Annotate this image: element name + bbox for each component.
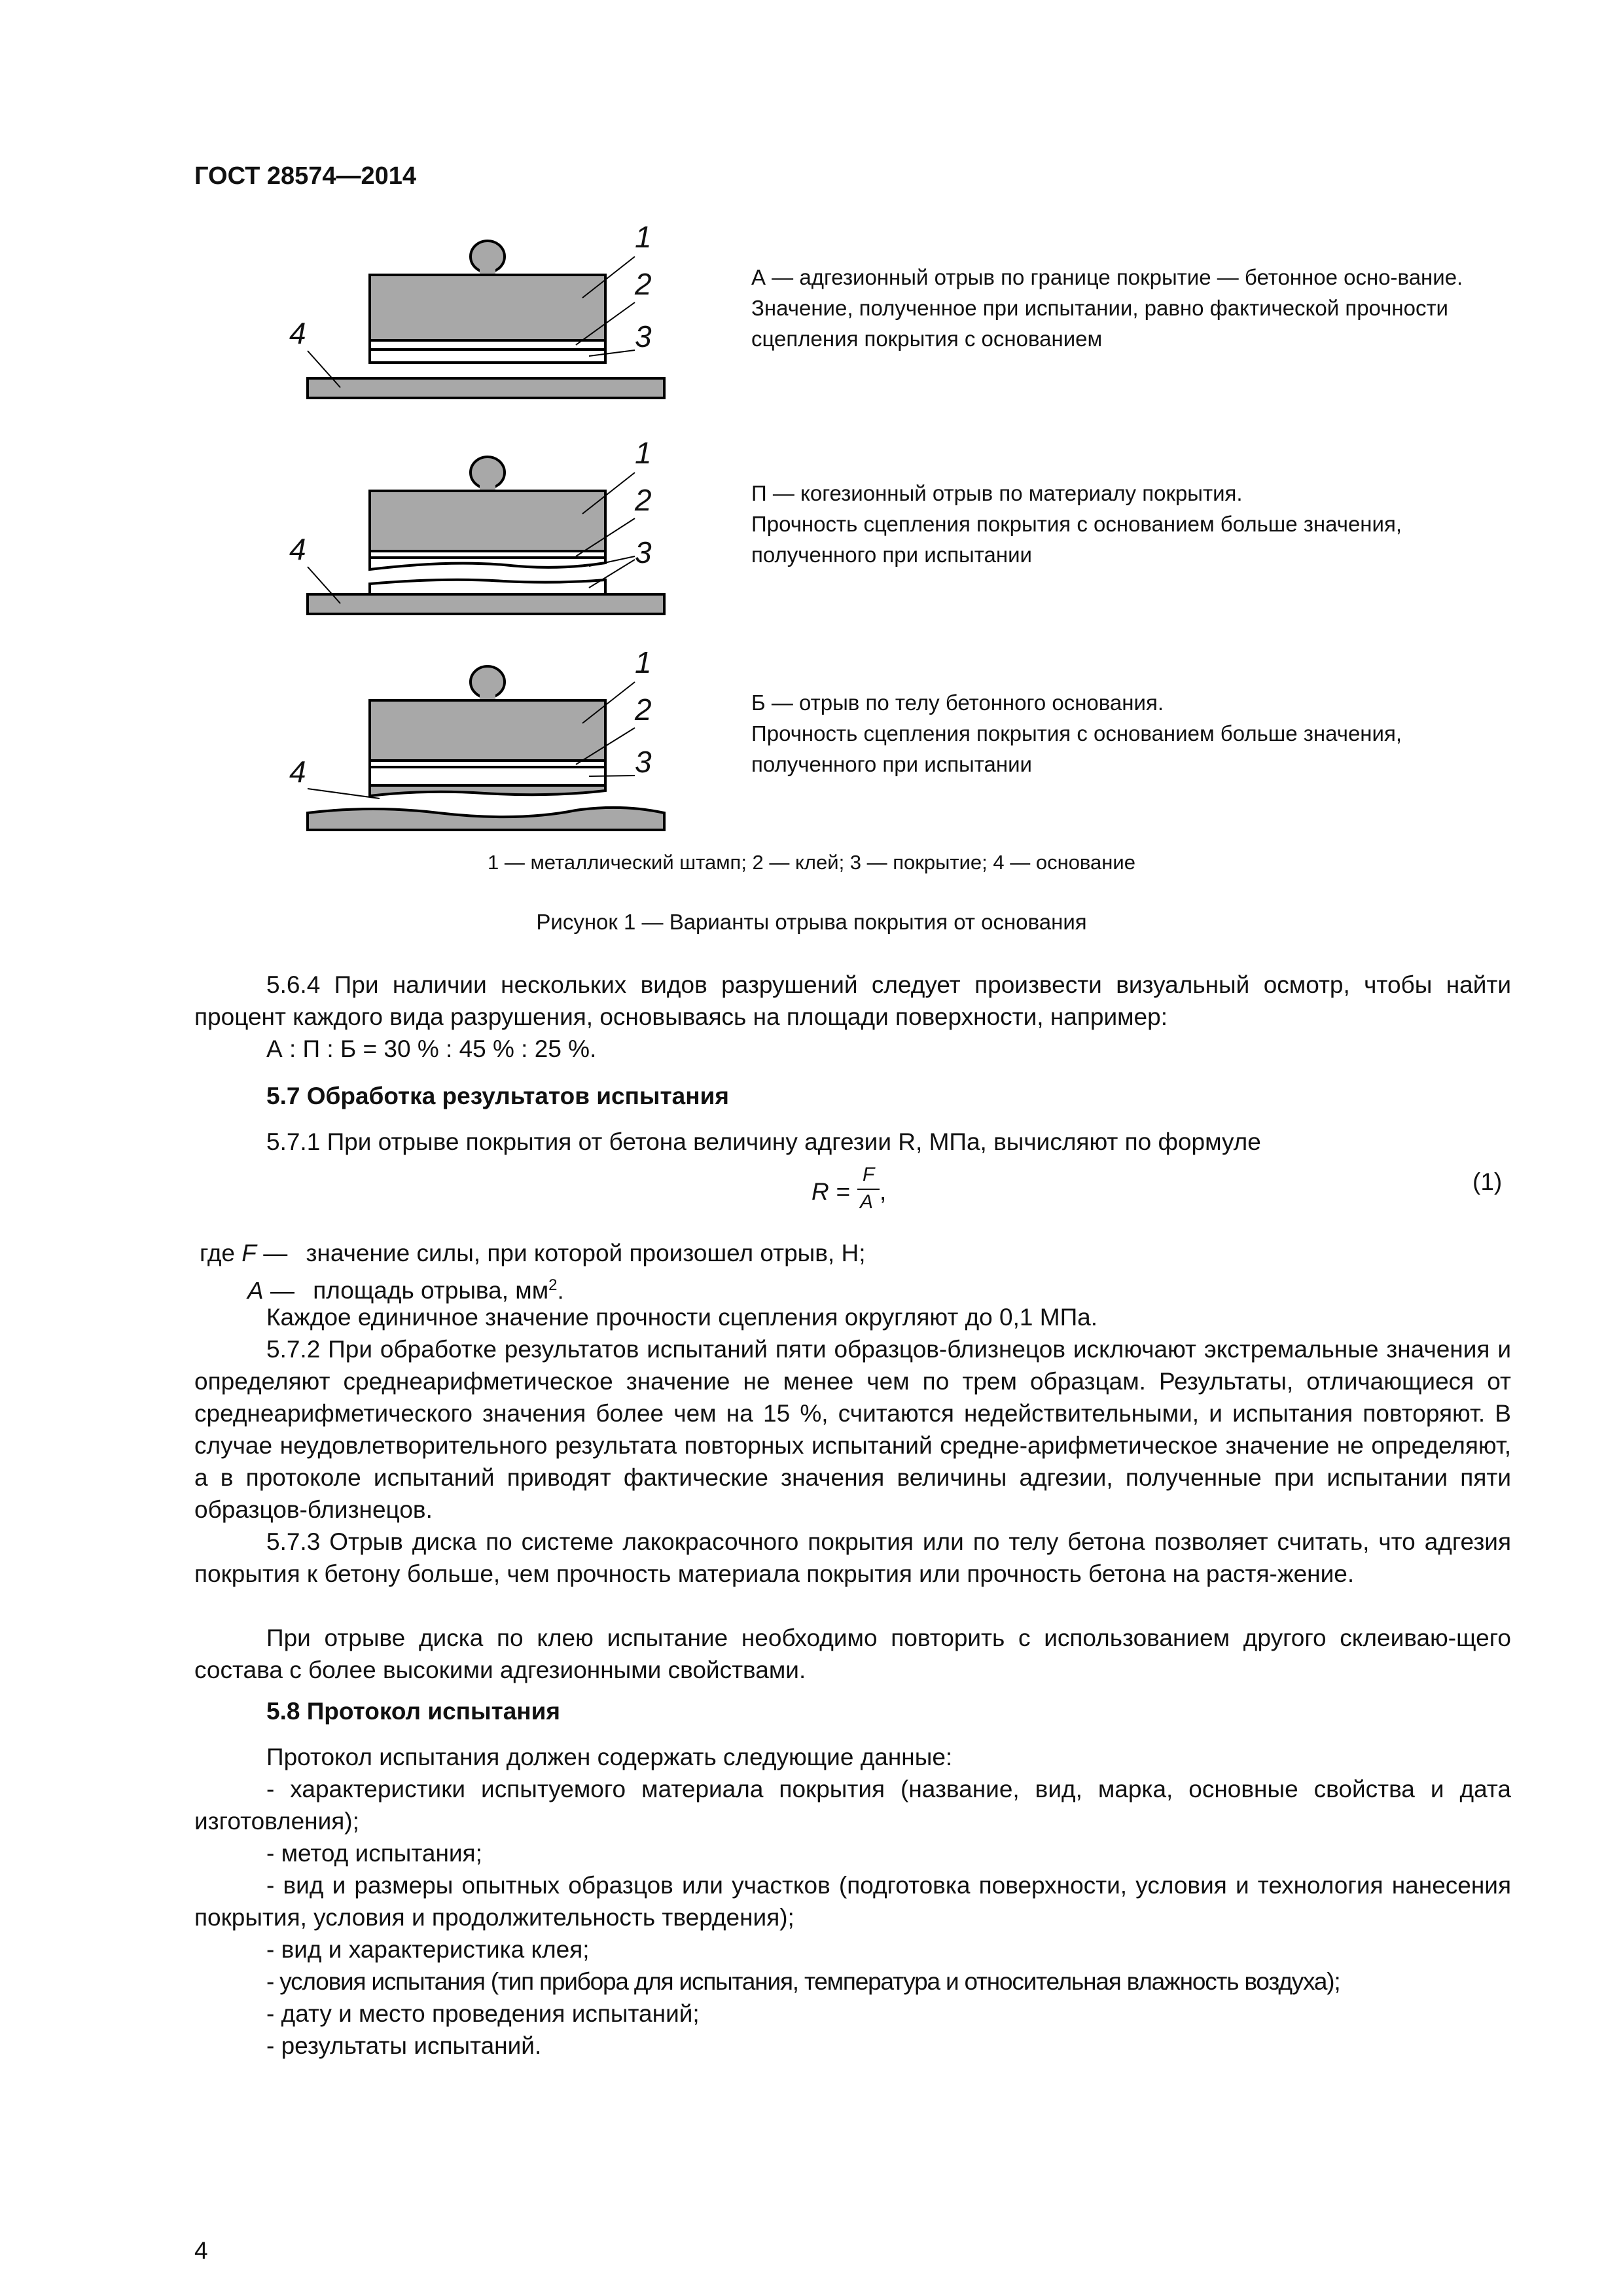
protocol-list [194,1773,1511,2062]
list-item: - дату и место проведения испытаний; [266,2000,700,2027]
metal-stamp [370,275,605,340]
variant-p-diagram [289,436,664,614]
variant-b-diagram [289,645,664,830]
callout-3: 3 [635,319,652,353]
variant-a-diagram [289,220,664,398]
page-number: 4 [194,2237,208,2264]
paragraph-5-8: Протокол испытания должен содержать следующие данные: [266,1744,953,1770]
figure-caption: Рисунок 1 — Варианты отрыва покрытия от основания [536,910,1087,934]
heading-5-8: 5.8 Протокол испытания [266,1698,560,1725]
svg-text:2: 2 [635,692,652,726]
where-a: A — площадь отрыва, $мм^2$. [247,1276,564,1304]
callout-1: 1 [635,220,652,254]
svg-text:3: 3 [635,745,652,779]
svg-text:4: 4 [289,532,306,566]
paragraph-5-7-1: 5.7.1 При отрыве покрытия от бетона величину адгезии R, МПа, вычисляют по формуле [266,1128,1261,1155]
variant-a-description: А — адгезионный отрыв по границе покрытие — бетонное осно-вание. Значение, полученное при испытании, равно фактической прочности сцепления покрытия с основанием [751,265,1463,351]
list-item: - результаты испытаний. [266,2032,542,2059]
variant-p-description: П — когезионный отрыв по материалу покрытия. Прочность сцепления покрытия с основанием больше значения, полученного при испытании [751,481,1402,567]
glue-layer [370,340,605,350]
paragraph-5-7-3: 5.7.3 Отрыв диска по системе лакокрасочного покрытия или по телу бетона позволяет считать, что адгезия покрытия к бетону больше, чем прочность материала покрытия или прочность бетона на растя-жение. [194,1528,1511,1587]
coating-layer [370,350,605,363]
list-item: - метод испытания; [266,1840,482,1867]
list-item: - условия испытания (тип прибора для испытания, температура и относительная влажность воздуха); [266,1968,1340,1995]
svg-text:1: 1 [635,645,652,679]
heading-5-7: 5.7 Обработка результатов испытания [266,1083,729,1109]
list-item: - вид и размеры опытных образцов или участков (подготовка поверхности, условия и технология нанесения покрытия, условия и продолжительность твердения); [194,1872,1511,1931]
formula-number: (1) [1472,1168,1503,1195]
ratio-line: А : П : Б = 30 % : 45 % : 25 %. [266,1035,597,1062]
svg-text:4: 4 [289,755,306,789]
list-item: - характеристики испытуемого материала покрытия (название, вид, марка, основные свойства и дата изготовления); [194,1776,1511,1835]
figure-legend: 1 — металлический штамп; 2 — клей; 3 — покрытие; 4 — основание [488,851,1135,874]
variant-b-description: Б — отрыв по телу бетонного основания. Прочность сцепления покрытия с основанием больше значения, полученного при испытании [751,691,1402,776]
svg-text:3: 3 [635,535,652,569]
paragraph-rounding: Каждое единичное значение прочности сцепления округляют до 0,1 МПа. [266,1304,1098,1331]
paragraph-5-6-4: 5.6.4 При наличии нескольких видов разрушений следует произвести визуальный осмотр, чтобы найти процент каждого вида разрушения, основываясь на площади поверхности, например: [194,971,1511,1030]
svg-text:1: 1 [635,436,652,470]
paragraph-5-7-3-b: При отрыве диска по клею испытание необходимо повторить с использованием другого склеиваю-щего состава с более высокими адгезионными свойствами. [194,1624,1511,1683]
document-header: ГОСТ 28574—2014 [194,162,417,190]
svg-text:2: 2 [635,483,652,517]
list-item: - вид и характеристика клея; [266,1936,590,1963]
paragraph-5-7-2: 5.7.2 При обработке результатов испытаний пяти образцов-близнецов исключают экстремальные значения и определяют среднеарифметическое значение не менее чем по трем образцам. Результаты, отличающиеся от среднеарифметического значения более чем на 15 %, считаются недействительными, и испытания повторяют. В случае неудовлетворительного результата повторных испытаний средне-арифметическое значение не определяют, а в протоколе испытаний приводят фактические значения величины адгезии, полученные при испытании пяти образцов-близнецов. [194,1336,1511,1523]
where-f: где F — значение силы, при которой произошел отрыв, Н; [200,1240,866,1266]
callout-4: 4 [289,316,306,350]
callout-2: 2 [635,267,652,301]
figure-diagram [268,216,740,838]
concrete-base [308,378,664,398]
